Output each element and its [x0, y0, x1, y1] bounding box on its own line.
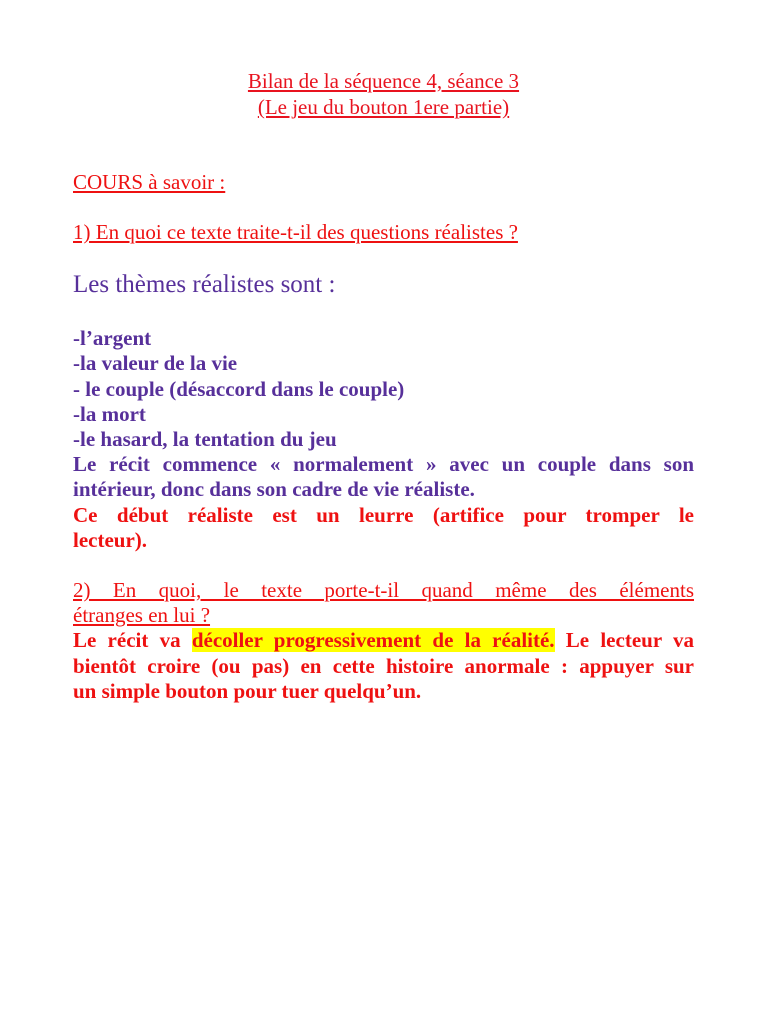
title-line-1: Bilan de la séquence 4, séance 3	[247, 69, 520, 93]
theme-item-valeur-vie: -la valeur de la vie	[73, 351, 238, 375]
theme-item-mort: -la mort	[73, 402, 146, 426]
recit-paragraph-line-2: intérieur, donc dans son cadre de vie réaliste.	[73, 477, 475, 501]
question-2-line-2: étranges en lui ?	[73, 603, 211, 627]
recit-paragraph-line-1: Le récit commence « normalement » avec un couple dans son	[73, 452, 694, 476]
title-line-2: (Le jeu du bouton 1ere partie)	[257, 95, 510, 119]
theme-item-hasard: -le hasard, la tentation du jeu	[73, 427, 337, 451]
answer-prefix: Le récit va	[73, 628, 192, 652]
question-1: 1) En quoi ce texte traite-t-il des questions réalistes ?	[73, 220, 518, 244]
theme-item-couple: - le couple (désaccord dans le couple)	[73, 377, 405, 401]
question-2-line-1: 2) En quoi, le texte porte-t-il quand même des éléments	[73, 578, 694, 602]
answer-line-1	[73, 628, 694, 653]
themes-heading: Les thèmes réalistes sont :	[73, 271, 336, 298]
theme-item-argent: -l’argent	[73, 326, 152, 350]
leurre-paragraph-line-1: Ce début réaliste est un leurre (artifice pour tromper le	[73, 503, 694, 527]
answer-suffix: Le lecteur va	[554, 628, 694, 652]
answer-highlight: décoller progressivement de la réalité.	[191, 628, 555, 652]
cours-heading: COURS à savoir :	[73, 170, 226, 194]
answer-line-2: bientôt croire (ou pas) en cette histoire anormale : appuyer sur	[73, 654, 694, 678]
answer-line-3: un simple bouton pour tuer quelqu’un.	[73, 679, 422, 703]
leurre-paragraph-line-2: lecteur).	[73, 528, 148, 552]
